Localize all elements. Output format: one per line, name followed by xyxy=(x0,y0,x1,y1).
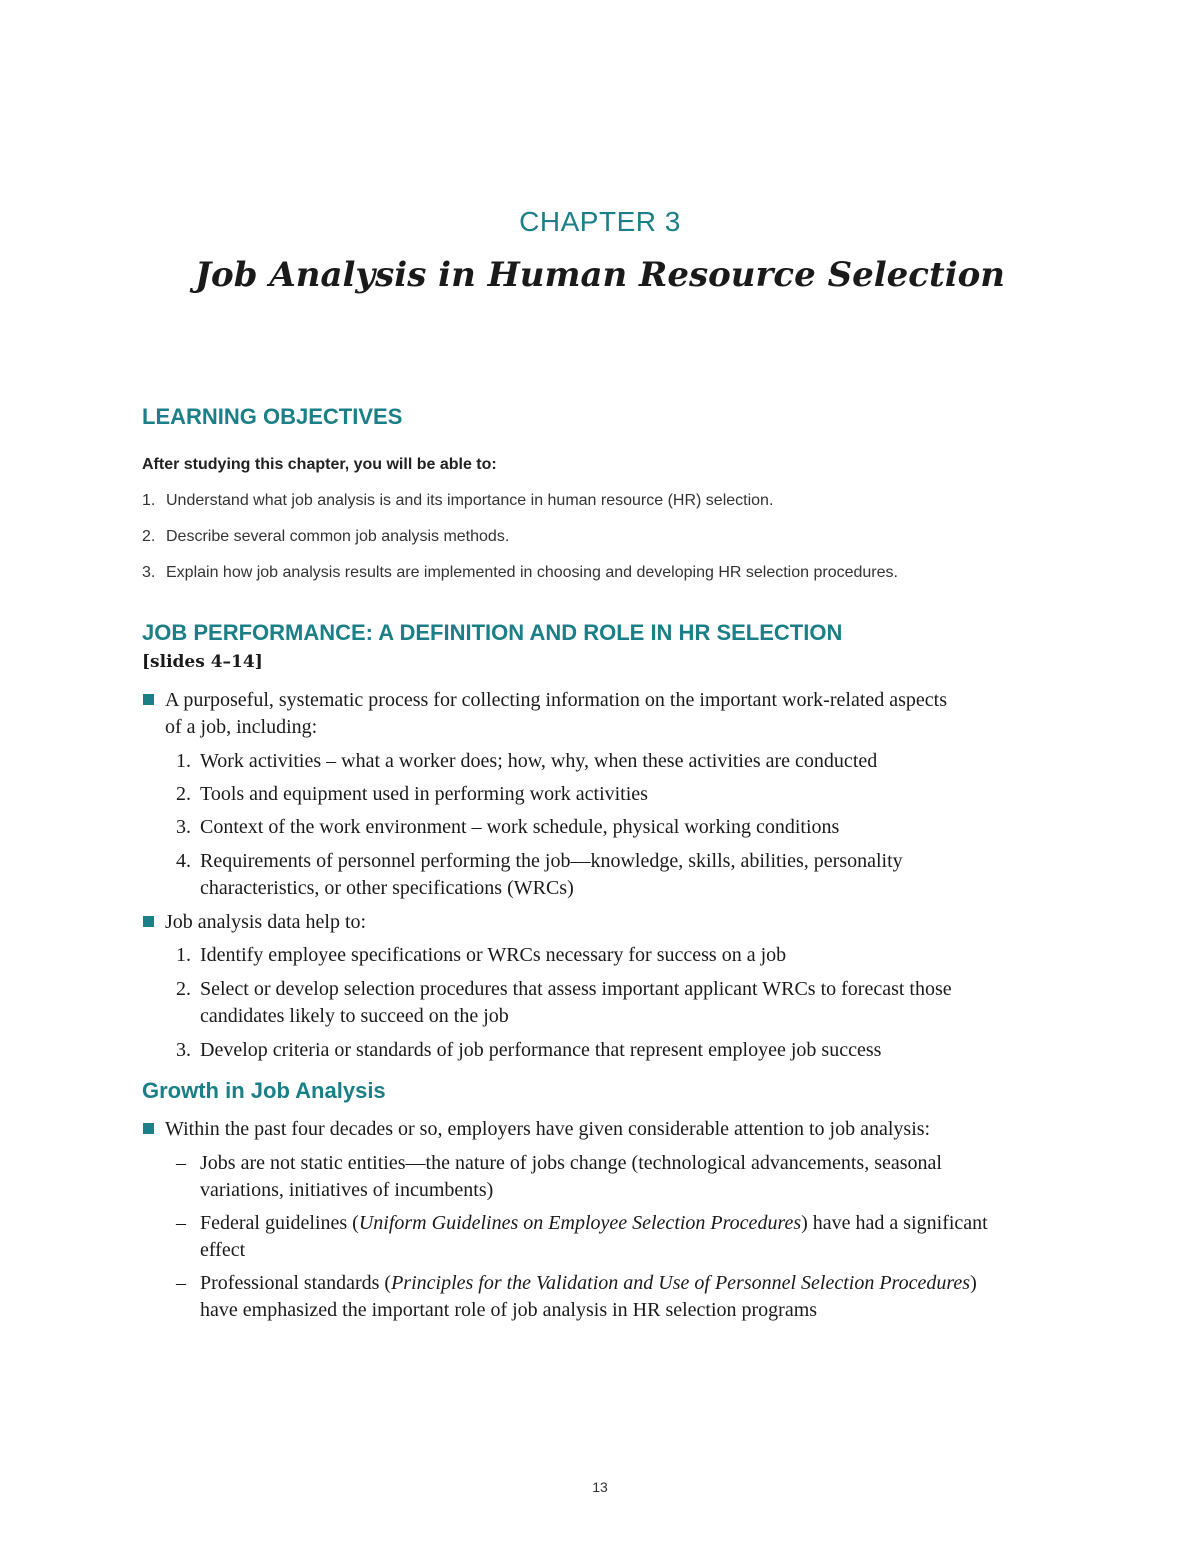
dash-marker: – xyxy=(176,1272,186,1294)
list-item-text: Develop criteria or standards of job performance that represent employee job success xyxy=(200,1039,882,1061)
slides-reference: [slides 4–14] xyxy=(142,652,263,672)
dash-item-text: Jobs are not static entities—the nature of jobs change (technological advancements, seasonal xyxy=(200,1152,942,1174)
dash-item-text xyxy=(200,1210,988,1237)
list-item-text: Requirements of personnel performing the job—knowledge, skills, abilities, personality xyxy=(200,850,903,872)
list-number: 1. xyxy=(176,944,191,966)
dash-item-text xyxy=(200,1270,977,1297)
objective-item xyxy=(142,564,898,582)
list-item-text: Identify employee specifications or WRCs necessary for success on a job xyxy=(200,944,787,966)
square-bullet-icon xyxy=(143,1123,154,1134)
objective-number: 1. xyxy=(142,492,156,509)
dash-item-text-continued: have emphasized the important role of job analysis in HR selection programs xyxy=(200,1299,818,1321)
square-bullet-icon xyxy=(143,694,154,705)
objective-number: 2. xyxy=(142,528,156,545)
chapter-title: Job Analysis in Human Resource Selection xyxy=(194,255,1006,295)
learning-objectives-heading: LEARNING OBJECTIVES xyxy=(142,404,403,429)
list-item-text: Tools and equipment used in performing work activities xyxy=(200,783,648,805)
italic-title: Uniform Guidelines on Employee Selection Procedures xyxy=(358,1212,802,1234)
list-number: 4. xyxy=(176,850,191,872)
bullet-text-continued: of a job, including: xyxy=(165,716,318,738)
dash-marker: – xyxy=(176,1212,186,1234)
objective-text: Explain how job analysis results are implemented in choosing and developing HR selection procedures. xyxy=(166,564,898,581)
list-number: 3. xyxy=(176,1039,191,1061)
italic-title: Principles for the Validation and Use of Personnel Selection Procedures xyxy=(391,1272,971,1294)
list-number: 1. xyxy=(176,750,191,772)
page-number: 13 xyxy=(592,1479,608,1495)
list-item-text: Work activities – what a worker does; how, why, when these activities are conducted xyxy=(200,750,878,772)
list-item-text-continued: candidates likely to succeed on the job xyxy=(200,1005,509,1027)
list-item-text: Context of the work environment – work schedule, physical working conditions xyxy=(200,816,840,838)
objective-item xyxy=(142,492,773,510)
bullet-text: A purposeful, systematic process for collecting information on the important work-related aspects xyxy=(165,689,948,711)
text-segment: ) have had a significant xyxy=(801,1212,988,1234)
list-number: 3. xyxy=(176,816,191,838)
list-number: 2. xyxy=(176,978,191,1000)
objective-text: Describe several common job analysis methods. xyxy=(166,528,510,545)
dash-item-text-continued: variations, initiatives of incumbents) xyxy=(200,1179,494,1201)
objectives-intro: After studying this chapter, you will be able to: xyxy=(142,456,497,473)
list-item-text: Select or develop selection procedures that assess important applicant WRCs to forecast those xyxy=(200,978,952,1000)
objective-number: 3. xyxy=(142,564,156,581)
job-performance-heading: JOB PERFORMANCE: A DEFINITION AND ROLE IN HR SELECTION xyxy=(142,620,843,645)
text-segment: Federal guidelines ( xyxy=(200,1212,359,1234)
bullet-text: Job analysis data help to: xyxy=(165,911,367,933)
text-segment: ) xyxy=(970,1272,977,1294)
text-segment: Professional standards ( xyxy=(200,1272,392,1294)
dash-marker: – xyxy=(176,1152,186,1174)
list-item-text-continued: characteristics, or other specifications (WRCs) xyxy=(200,877,574,899)
dash-item-text-continued: effect xyxy=(200,1239,246,1261)
square-bullet-icon xyxy=(143,916,154,927)
objective-item xyxy=(142,528,509,546)
growth-heading: Growth in Job Analysis xyxy=(142,1078,386,1103)
bullet-text: Within the past four decades or so, employers have given considerable attention to job analysis: xyxy=(165,1118,931,1140)
objective-text: Understand what job analysis is and its importance in human resource (HR) selection. xyxy=(166,492,774,509)
list-number: 2. xyxy=(176,783,191,805)
chapter-label: CHAPTER 3 xyxy=(519,206,681,237)
